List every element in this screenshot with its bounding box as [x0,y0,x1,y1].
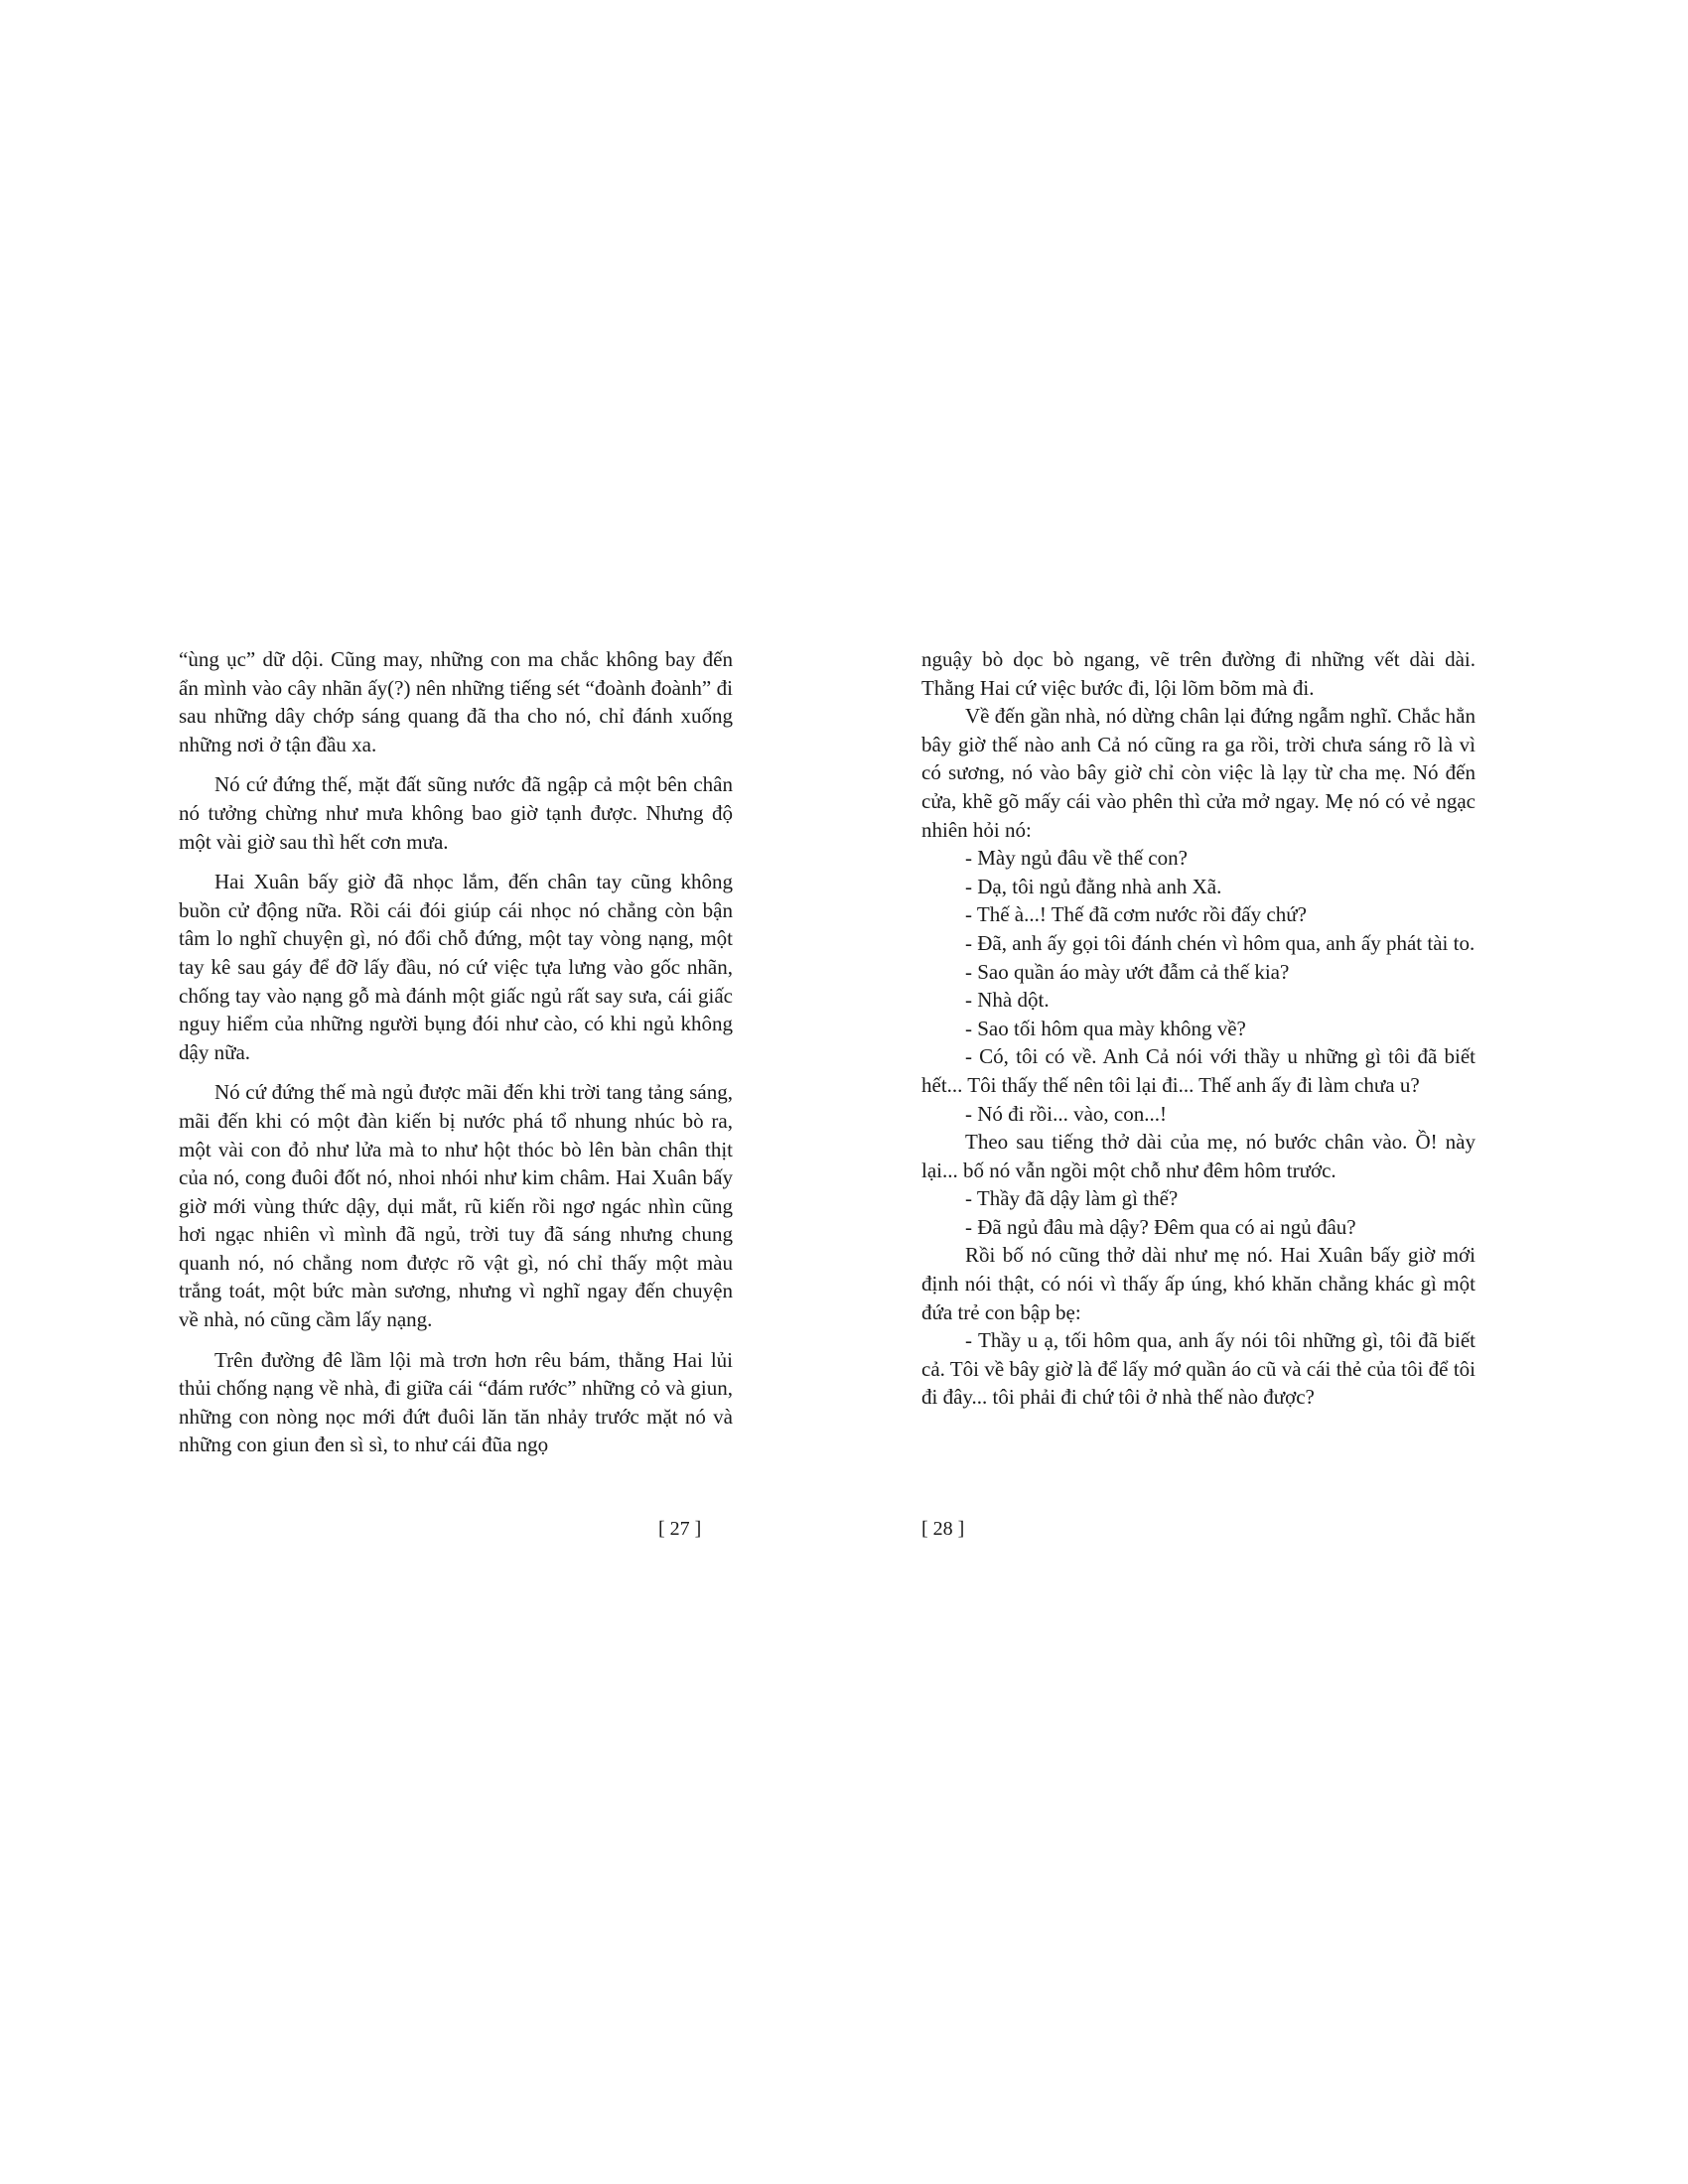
paragraph: Hai Xuân bấy giờ đã nhọc lắm, đến chân tay cũng không buồn cử động nữa. Rồi cái đói giúp cái nhọc nó chẳng còn bận tâm lo nghĩ chuyện gì, nó đổi chỗ đứng, một tay vòng nạng, một tay kê sau gáy để đỡ lấy đầu, nó cứ việc tựa lưng vào gốc nhãn, chống tay vào nạng gỗ mà đánh một giấc ngủ rất say sưa, cái giấc nguy hiểm của những người bụng đói như cào, có khi ngủ không dậy nữa. [179,870,733,1064]
page-number-right: [ 28 ] [921,1518,965,1540]
dialogue-line: - Sao tối hôm qua mày không về? [965,1016,1246,1040]
paragraph: Rồi bố nó cũng thở dài như mẹ nó. Hai Xuân bấy giờ mới định nói thật, có nói vì thấy ấp úng, khó khăn chẳng khác gì một đứa trẻ con bập bẹ: [921,1243,1476,1324]
dialogue-line: - Dạ, tôi ngủ đằng nhà anh Xã. [965,874,1222,898]
page-number-left: [ 27 ] [658,1518,702,1540]
right-page [921,645,1476,1412]
paragraph: Nó cứ đứng thế mà ngủ được mãi đến khi trời tang tảng sáng, mãi đến khi có một đàn kiến bị nước phá tổ nhung nhúc bò ra, một vài con đỏ như lửa mà to như hột thóc bò lên bàn chân thịt của nó, cong đuôi đốt nó, nhoi nhói như kim châm. Hai Xuân bấy giờ mới vùng thức dậy, dụi mắt, rũ kiến rồi ngơ ngác nhìn cũng hơi ngạc nhiên vì mình đã ngủ, trời tuy đã sáng nhưng chung quanh nó, nó chẳng nom được rõ vật gì, nó chỉ thấy một màu trắng toát, một bức màn sương, nhưng vì nghĩ ngay đến chuyện về nhà, nó cũng cầm lấy nạng. [179,1080,733,1332]
dialogue-line: - Thế à...! Thế đã cơm nước rồi đấy chứ? [965,902,1307,927]
dialogue-line: - Đã, anh ấy gọi tôi đánh chén vì hôm qua, anh ấy phát tài to. [965,930,1476,955]
right-page-text [921,645,1476,1412]
dialogue-line: - Thầy đã dậy làm gì thế? [965,1186,1179,1211]
paragraph: Về đến gần nhà, nó dừng chân lại đứng ngẫm nghĩ. Chắc hẳn bây giờ thế nào anh Cả nó cũng ra ga rồi, trời chưa sáng rõ là vì có sương, nó vào bây giờ chỉ còn việc là lạy từ cha mẹ. Nó đến cửa, khẽ gõ mấy cái vào phên thì cửa mở ngay. Mẹ nó có vẻ ngạc nhiên hỏi nó: [921,704,1476,842]
paragraph: Trên đường đê lầm lội mà trơn hơn rêu bám, thằng Hai lủi thủi chống nạng về nhà, đi giữa cái “đám rước” những cỏ và giun, những con nòng nọc mới đứt đuôi lăn tăn nhảy trước mặt nó và những con giun đen sì sì, to như cái đũa ngọ [179,1347,733,1457]
dialogue-line: - Mày ngủ đâu về thế con? [965,846,1188,871]
dialogue-line: - Đã ngủ đâu mà dậy? Đêm qua có ai ngủ đâu? [965,1214,1356,1239]
dialogue-line: - Có, tôi có về. Anh Cả nói với thầy u những gì tôi đã biết hết... Tôi thấy thế nên tôi lại đi... Thế anh ấy đi làm chưa u? [921,1044,1476,1097]
paragraph: nguậy bò dọc bò ngang, vẽ trên đường đi những vết dài dài. Thằng Hai cứ việc bước đi, lội lõm bõm mà đi. [921,647,1476,700]
paragraph: “ùng ục” dữ dội. Cũng may, những con ma chắc không bay đến ẩn mình vào cây nhãn ấy(?) nên những tiếng sét “đoành đoành” đi sau những dây chớp sáng quang đã tha cho nó, chỉ đánh xuống những nơi ở tận đầu xa. [179,647,733,756]
left-page-text [179,645,733,1459]
dialogue-line: - Thầy u ạ, tối hôm qua, anh ấy nói tôi những gì, tôi đã biết cả. Tôi về bây giờ là để lấy mớ quần áo cũ và cái thẻ của tôi để tôi đi đây... tôi phải đi chứ tôi ở nhà thế nào được? [921,1328,1476,1410]
paragraph: Theo sau tiếng thở dài của mẹ, nó bước chân vào. Ồ! này lại... bố nó vẫn ngồi một chỗ như đêm hôm trước. [921,1130,1476,1182]
left-page [179,645,733,1459]
dialogue-line: - Sao quần áo mày ướt đẫm cả thế kia? [965,959,1290,984]
paragraph: Nó cứ đứng thế, mặt đất sũng nước đã ngập cả một bên chân nó tưởng chừng như mưa không bao giờ tạnh được. Nhưng độ một vài giờ sau thì hết cơn mưa. [179,772,733,854]
dialogue-line: - Nhà dột. [965,988,1050,1013]
dialogue-line: - Nó đi rồi... vào, con...! [965,1101,1167,1126]
